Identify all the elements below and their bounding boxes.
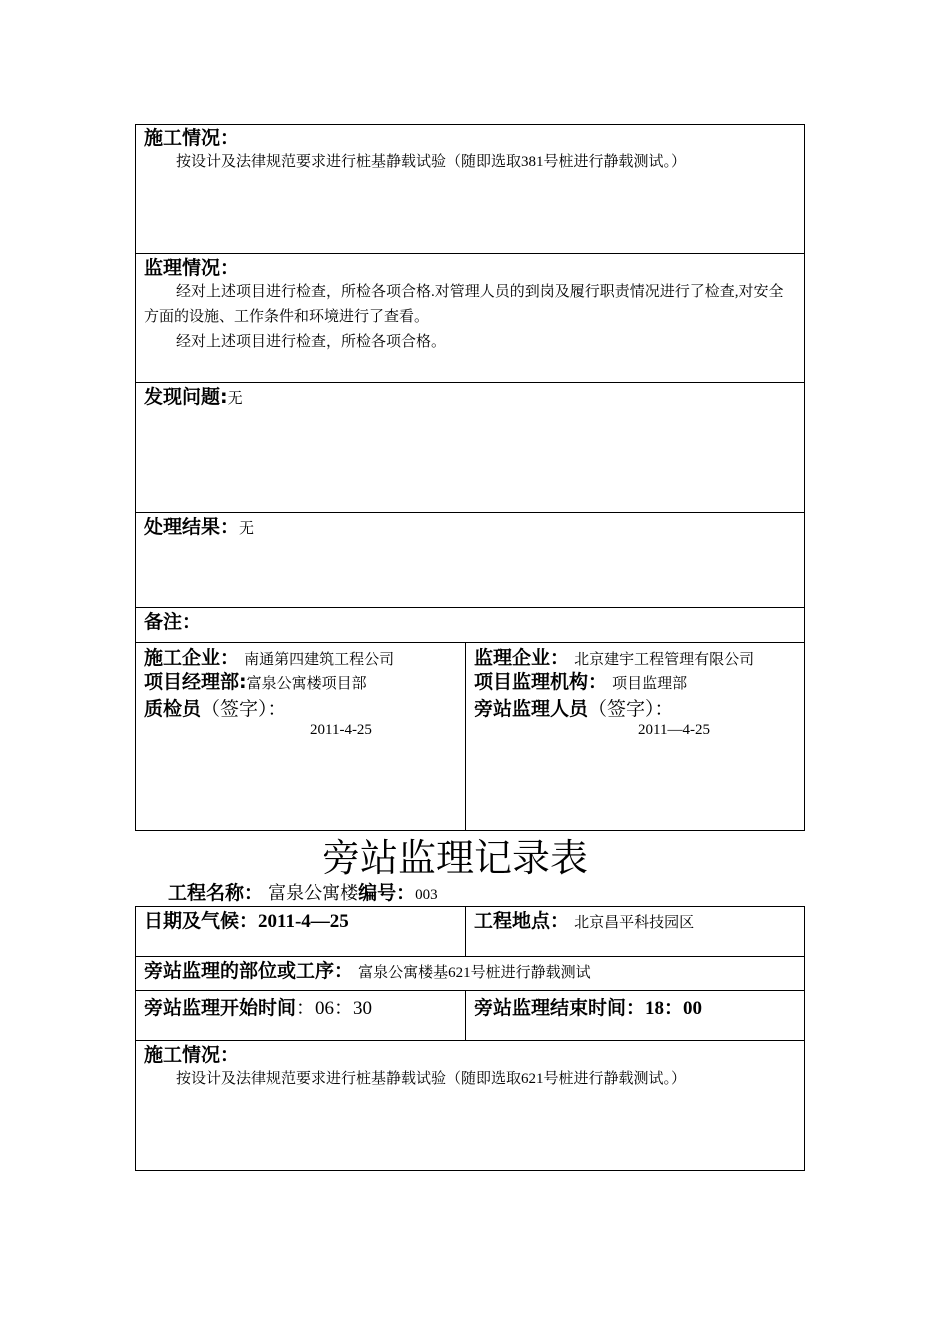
supervisor-sign-block [465,644,805,831]
construction-heading: 施工情况： [144,127,240,149]
date-cell [135,907,465,957]
result-heading: 处理结果： [144,516,240,538]
supervision-section [135,254,805,383]
row-divider [135,642,805,643]
supervision-para2: 经对上述项目进行检查，所检各项合格。 [176,334,447,350]
location-cell [465,907,805,957]
construction-text: 按设计及法律规范要求进行桩基静载试验（随即选取381号桩进行静载测试。） [176,154,687,170]
start-time-label: 旁站监理开始时间 [144,997,297,1019]
record-number: 003 [415,887,438,903]
supervisor-sign-label: （签字）： [588,698,674,720]
contractor-date: 2011-4-25 [310,722,372,738]
inspector-label: 质检员 [144,698,202,720]
number-label: 编号： [358,882,416,904]
inspector-sign-label: （签字）： [201,698,287,720]
project-dept: 富泉公寓楼项目部 [246,676,367,692]
project-header [168,881,438,907]
contractor-company-label: 施工企业： [144,647,240,669]
supervisor-company-label: 监理企业： [474,647,570,669]
construction2-section [135,1041,805,1171]
form-title: 旁站监理记录表 [321,836,588,880]
remarks-section [135,608,805,643]
part-cell [135,957,805,991]
supervision-org: 项目监理部 [612,676,688,692]
date-label: 日期及气候： [144,910,259,932]
supervisor-date: 2011—4-25 [638,722,710,738]
supervisor-company: 北京建宇工程管理有限公司 [574,652,755,668]
result-value: 无 [239,521,255,537]
date-value: 2011-4—25 [258,911,349,932]
start-time-cell [135,991,465,1041]
supervision-org-label: 项目监理机构： [474,671,608,693]
issues-heading: 发现问题: [144,386,228,408]
remarks-heading: 备注： [144,611,202,633]
end-time-value: 18：00 [645,998,703,1019]
start-time-value: ：06：30 [296,998,373,1019]
project-dept-label: 项目经理部: [144,671,247,693]
end-time-cell [465,991,805,1041]
construction-section [135,124,805,254]
supervision-para1: 经对上述项目进行检查，所检各项合格.对管理人员的到岗及履行职责情况进行了检查,对安全方面的设施、工作条件和环境进行了查看。 [144,284,784,325]
project-name: 富泉公寓楼 [268,883,359,904]
supervisor-person-label: 旁站监理人员 [474,698,589,720]
part-value: 富泉公寓楼基621号桩进行静载测试 [358,965,591,981]
supervision-heading: 监理情况： [144,257,240,279]
contractor-company: 南通第四建筑工程公司 [244,652,395,668]
result-section [135,513,805,608]
part-label: 旁站监理的部位或工序： [144,960,354,982]
end-time-label: 旁站监理结束时间： [474,997,646,1019]
issues-section [135,383,805,513]
issues-value: 无 [227,391,243,407]
construction2-text: 按设计及法律规范要求进行桩基静载试验（随即选取621号桩进行静载测试。） [176,1071,687,1087]
construction2-heading: 施工情况： [144,1044,240,1066]
location-value: 北京昌平科技园区 [574,915,695,931]
location-label: 工程地点： [474,910,570,932]
project-name-label: 工程名称： [168,882,264,904]
contractor-sign-block [135,644,465,831]
